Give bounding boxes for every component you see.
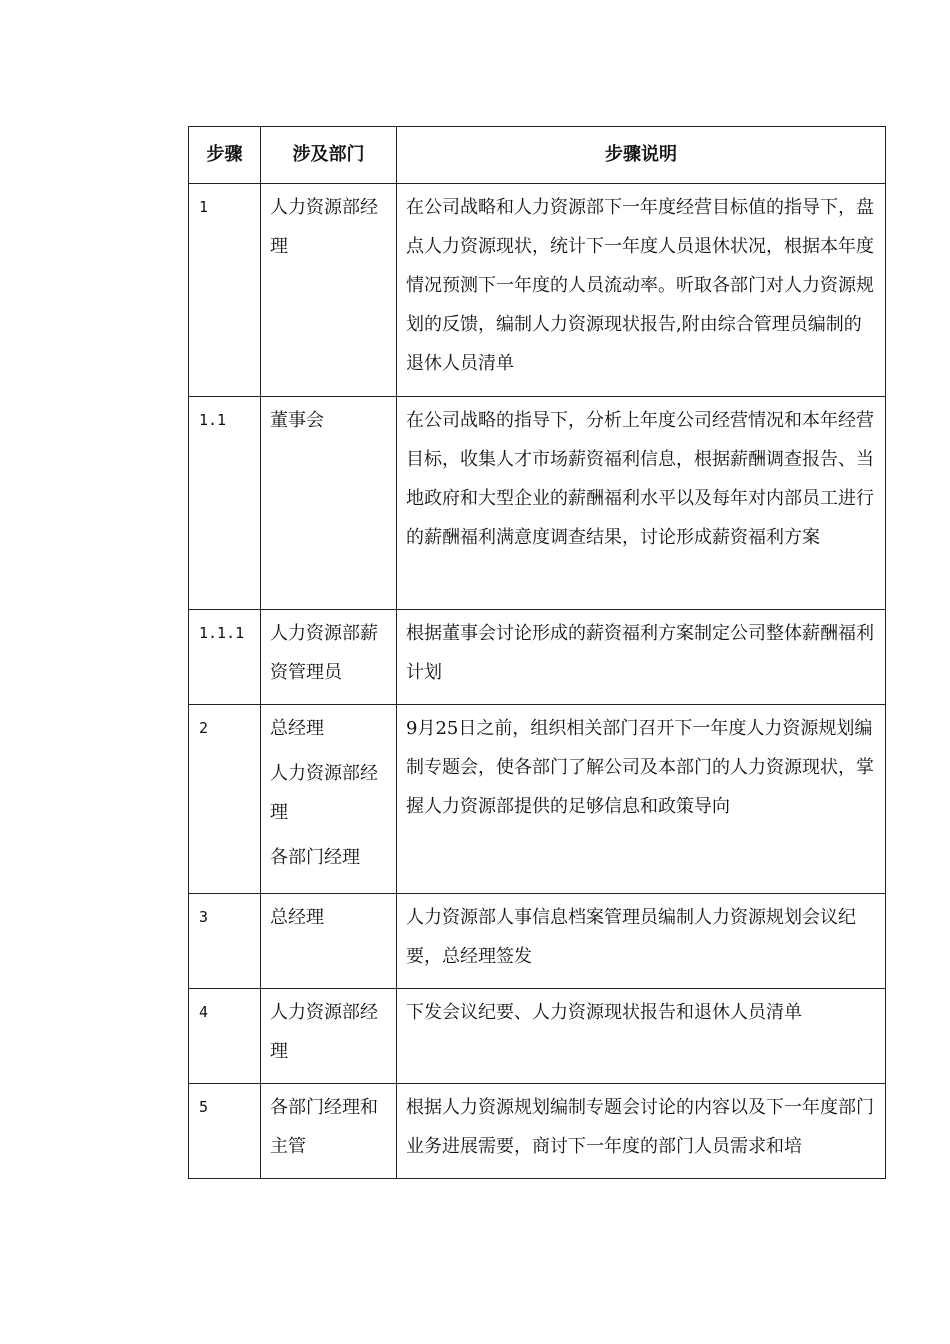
step-description: 根据董事会讨论形成的薪资福利方案制定公司整体薪酬福利计划	[397, 610, 886, 705]
table-row	[189, 989, 886, 1084]
department-name: 各部门经理	[270, 847, 360, 868]
department-name: 人力资源部经理	[270, 197, 378, 257]
step-number: 3	[189, 894, 261, 989]
department-name: 总经理	[270, 718, 324, 739]
step-number: 1	[189, 184, 261, 397]
step-description: 下发会议纪要、人力资源现状报告和退休人员清单	[397, 989, 886, 1084]
department-cell	[261, 894, 397, 989]
department-name: 人力资源部薪资管理员	[270, 623, 378, 683]
step-number: 5	[189, 1084, 261, 1179]
department-name: 各部门经理和主管	[270, 1097, 378, 1157]
step-number: 1.1	[189, 397, 261, 610]
department-name: 人力资源部经理	[270, 1002, 378, 1062]
step-description: 9月25日之前，组织相关部门召开下一年度人力资源规划编制专题会，使各部门了解公司及本部门的人力资源现状，掌握人力资源部提供的足够信息和政策导向	[397, 705, 886, 894]
table-row	[189, 610, 886, 705]
table-row	[189, 184, 886, 397]
table-row	[189, 1084, 886, 1179]
department-name: 人力资源部经理	[270, 763, 378, 823]
step-description: 根据人力资源规划编制专题会讨论的内容以及下一年度部门业务进展需要，商讨下一年度的部门人员需求和培	[397, 1084, 886, 1179]
step-number: 4	[189, 989, 261, 1084]
department-name: 总经理	[270, 907, 324, 928]
step-description: 人力资源部人事信息档案管理员编制人力资源规划会议纪要，总经理签发	[397, 894, 886, 989]
header-department: 涉及部门	[261, 127, 397, 184]
department-cell	[261, 610, 397, 705]
header-description: 步骤说明	[397, 127, 886, 184]
department-cell	[261, 989, 397, 1084]
table-row	[189, 705, 886, 894]
department-cell	[261, 705, 397, 894]
department-cell	[261, 184, 397, 397]
step-number: 2	[189, 705, 261, 894]
department-name: 董事会	[270, 410, 324, 431]
header-step: 步骤	[189, 127, 261, 184]
table-row	[189, 894, 886, 989]
step-number: 1.1.1	[189, 610, 261, 705]
department-cell	[261, 1084, 397, 1179]
table-row	[189, 397, 886, 610]
department-cell	[261, 397, 397, 610]
step-description: 在公司战略和人力资源部下一年度经营目标值的指导下，盘点人力资源现状，统计下一年度人员退休状况，根据本年度情况预测下一年度的人员流动率。听取各部门对人力资源规划的反馈，编制人力资源现状报告,附由综合管理员编制的退休人员清单	[397, 184, 886, 397]
table-header-row	[189, 127, 886, 184]
procedure-table	[188, 126, 886, 1179]
step-description: 在公司战略的指导下，分析上年度公司经营情况和本年经营目标，收集人才市场薪资福利信息，根据薪酬调查报告、当地政府和大型企业的薪酬福利水平以及每年对内部员工进行的薪酬福利满意度调查结果，讨论形成薪资福利方案	[397, 397, 886, 610]
